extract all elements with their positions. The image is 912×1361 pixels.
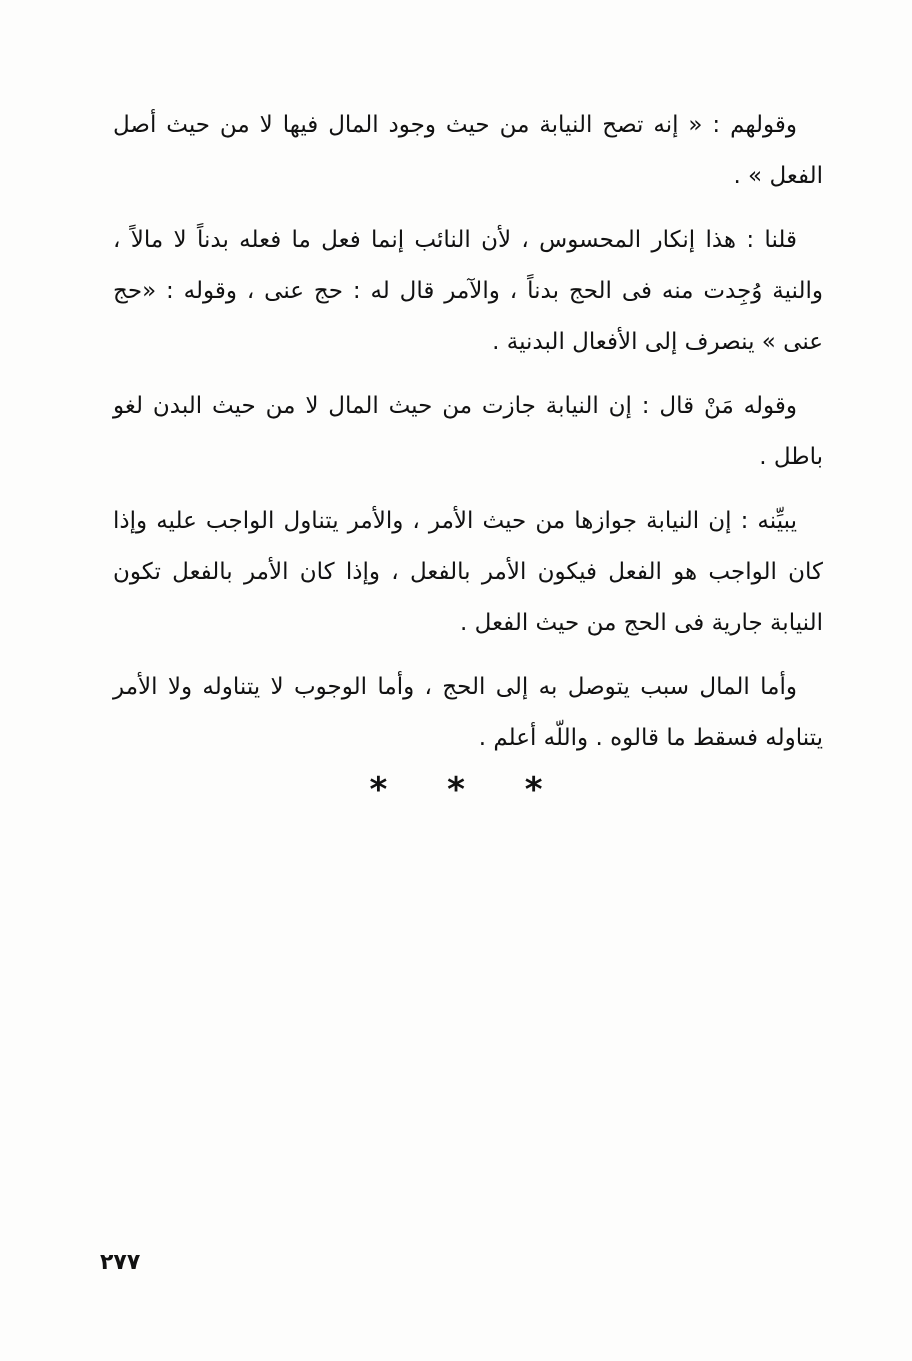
paragraph-2: قلنا : هذا إنكار المحسوس ، لأن النائب إنما فعل ما فعله بدناً لا مالاً ، والنية وُجِدت منه فى الحج بدناً ، والآمر قال له : حج عنى ، وقوله : «حج عنى » ينصرف إلى الأفعال البدنية . (113, 227, 823, 355)
paragraph-3: وقوله مَنْ قال : إن النيابة جازت من حيث المال لا من حيث البدن لغو باطل . (113, 393, 823, 470)
paragraph-4: يبيِّنه : إن النيابة جوازها من حيث الأمر ، والأمر يتناول الواجب عليه وإذا كان الواجب هو الفعل فيكون الأمر بالفعل ، وإذا كان الأمر بالفعل تكون النيابة جارية فى الحج من حيث الفعل . (113, 508, 823, 636)
section-separator (0, 770, 912, 810)
asterisk-icon: * (524, 770, 543, 810)
page-number: ٢٧٧ (100, 1250, 141, 1275)
paragraph-1: وقولهم : « إنه تصح النيابة من حيث وجود المال فيها لا من حيث أصل الفعل » . (113, 112, 823, 189)
body-text (113, 100, 823, 764)
paragraph-5: وأما المال سبب يتوصل به إلى الحج ، وأما الوجوب لا يتناوله ولا الأمر يتناوله فسقط ما قالوه . واللّه أعلم . (113, 674, 823, 751)
asterisk-icon: * (369, 770, 388, 810)
asterisk-icon: * (447, 770, 465, 810)
